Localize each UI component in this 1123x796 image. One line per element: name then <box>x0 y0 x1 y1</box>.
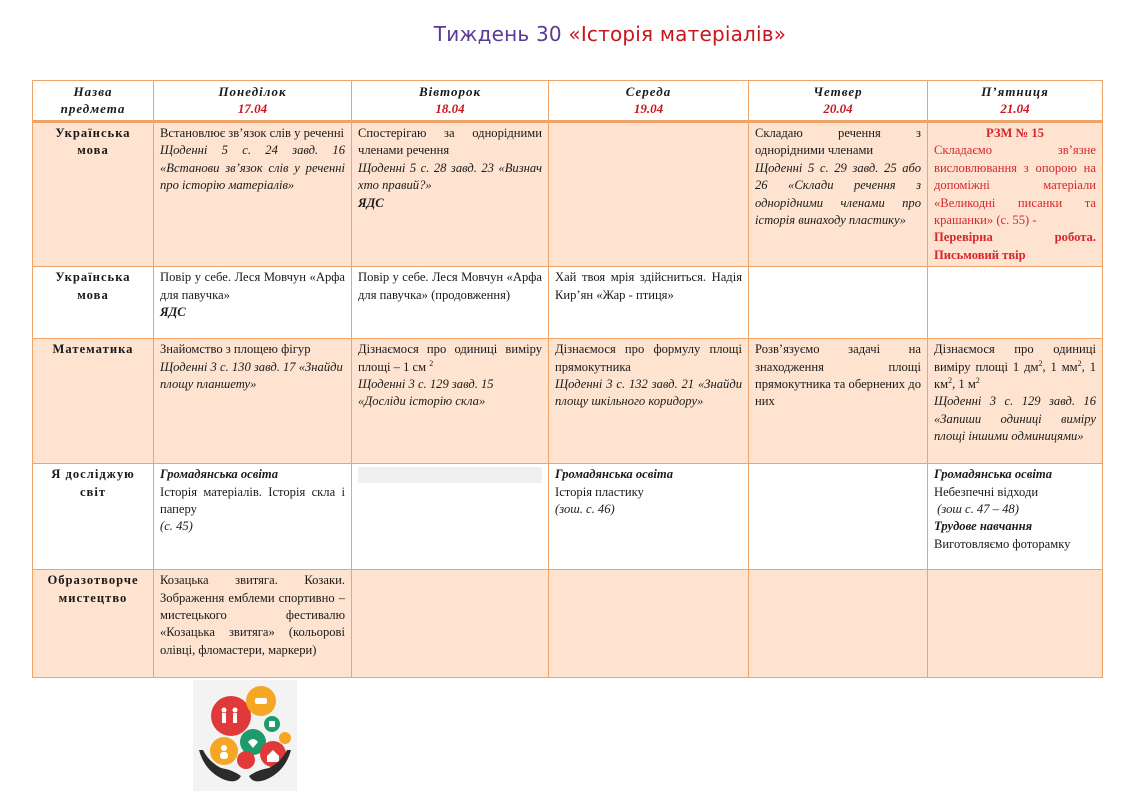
day-name: Середа <box>625 84 672 99</box>
table-row <box>33 464 1103 570</box>
header-subject <box>33 81 154 122</box>
lesson-topic: Знайомство з площею фігур <box>160 342 311 357</box>
lesson-note: ЯДС <box>160 305 186 320</box>
week-label: Тиждень 30 <box>433 22 562 46</box>
lesson-task: Щоденні 3 с. 129 завд. 16 «Запиши одиниці виміру площі іншими одминицями» <box>934 394 1096 444</box>
lesson-topic: Складаю речення з однорідними членами <box>755 126 921 158</box>
week-theme: «Історія матеріалів» <box>568 22 787 46</box>
lesson-heading: Громадянська освіта <box>934 467 1052 482</box>
lesson-cell-empty <box>749 570 928 678</box>
lesson-cell <box>928 339 1103 464</box>
table-row <box>33 570 1103 678</box>
lesson-topic <box>934 341 1096 393</box>
lesson-topic: Дізнаємося про формулу площі прямокутника <box>555 342 742 374</box>
table-row <box>33 122 1103 267</box>
lesson-cell <box>749 339 928 464</box>
lesson-page: (с. 45) <box>160 519 193 534</box>
header-subject-line1: Назва <box>73 84 113 99</box>
day-name: Четвер <box>813 84 863 99</box>
lesson-cell <box>352 122 549 267</box>
lesson-topic: Історія пластику <box>555 484 644 499</box>
lesson-topic: Виготовляємо фоторамку <box>934 536 1071 551</box>
lesson-note: Перевірна робота. Письмовий твір <box>934 230 1096 262</box>
subject-cell: Українська мова <box>33 122 154 267</box>
lesson-note: ЯДС <box>358 195 384 210</box>
lesson-cell-empty <box>928 570 1103 678</box>
lesson-task: Щоденні 3 с. 130 завд. 17 «Знайди площу планшету» <box>160 359 343 392</box>
lesson-topic: Повір у себе. Леся Мовчун «Арфа для павучка» <box>160 270 345 302</box>
lesson-topic: Встановлює зв’язок слів у реченні <box>160 126 345 140</box>
lesson-topic: Повір у себе. Леся Мовчун «Арфа для павучка» (продовження) <box>358 270 542 302</box>
lesson-heading: Трудове навчання <box>934 519 1033 534</box>
lesson-cell-empty <box>352 464 549 570</box>
lesson-cell <box>749 122 928 267</box>
header-tuesday <box>352 81 549 122</box>
header-thursday <box>749 81 928 122</box>
lesson-cell-empty <box>749 464 928 570</box>
lesson-topic: Історія матеріалів. Історія скла і паперу <box>160 484 345 517</box>
lesson-cell-empty <box>352 570 549 678</box>
topic-part: , 1 м <box>952 377 976 392</box>
subject-cell: Образотворче мистецтво <box>33 570 154 678</box>
lesson-cell <box>154 122 352 267</box>
lesson-cell-empty <box>549 570 749 678</box>
lesson-task: Щоденні 5 с. 24 завд. 16 «Встанови зв’язок слів у реченні про історію матеріалів» <box>160 143 345 193</box>
header-monday <box>154 81 352 122</box>
day-date: 20.04 <box>823 101 853 116</box>
lesson-topic: Складаємо зв’язне висловлювання з опорою на допоміжні матеріали «Великодні писанки та крашанки» (с. 55) - <box>934 143 1096 228</box>
day-date: 17.04 <box>237 101 268 116</box>
highlight-bar <box>358 467 542 483</box>
lesson-topic: Спостерігаю за однорідними членами речення <box>358 126 542 158</box>
lesson-topic: Дізнаємося про одиниці виміру площі – 1 см <box>358 342 542 374</box>
hands-holding-family-care-icon <box>193 680 297 791</box>
lesson-task: Щоденні 5 с. 28 завд. 23 «Визнач хто правий?» <box>358 160 542 193</box>
lesson-task: Щоденні 3 с. 132 завд. 21 «Знайди площу шкільного коридору» <box>555 377 742 409</box>
lesson-heading: Громадянська освіта <box>555 467 673 482</box>
lesson-cell <box>549 339 749 464</box>
lesson-task: Щоденні 3 с. 129 завд. 15 «Досліди історію скла» <box>358 377 494 409</box>
subject-cell: Я досліджую світ <box>33 464 154 570</box>
lesson-cell <box>928 122 1103 267</box>
subject-cell: Українська мова <box>33 267 154 339</box>
header-row <box>33 81 1103 122</box>
header-wednesday <box>549 81 749 122</box>
lesson-cell <box>154 464 352 570</box>
day-date: 19.04 <box>633 101 664 116</box>
topic-part: Дізнаємося про одиниці виміру площі 1 дм <box>934 342 1096 374</box>
lesson-cell-empty <box>749 267 928 339</box>
superscript: 2 <box>1077 358 1082 368</box>
topic-part: , 1 км <box>934 359 1096 392</box>
lesson-cell-empty <box>549 122 749 267</box>
table-row <box>33 339 1103 464</box>
day-date: 21.04 <box>1000 101 1030 116</box>
day-name: П’ятниця <box>981 84 1049 99</box>
lesson-topic: Небезпечні відходи <box>934 484 1039 499</box>
header-friday <box>928 81 1103 122</box>
lesson-cell <box>154 570 352 678</box>
superscript: 2 <box>1038 358 1043 368</box>
lesson-topic: Розв’язуємо задачі на знаходження площі прямокутника та обернених до них <box>755 342 921 409</box>
lesson-cell <box>549 464 749 570</box>
topic-part: , 1 мм <box>1042 359 1078 374</box>
lesson-cell-empty <box>928 267 1103 339</box>
day-date: 18.04 <box>435 101 465 116</box>
lesson-topic: Хай твоя мрія здійсниться. Надія Кир’ян «Жар - птиця» <box>555 270 742 302</box>
lesson-cell <box>352 339 549 464</box>
lesson-task: Щоденні 5 с. 29 завд. 25 або 26 «Склади речення з однорідними членами про історія винаходу пластику» <box>755 160 921 228</box>
superscript: 2 <box>429 358 434 368</box>
day-name: Вівторок <box>418 84 482 99</box>
page-title <box>0 22 1123 46</box>
lesson-cell <box>928 464 1103 570</box>
day-name: Понеділок <box>218 84 287 99</box>
lesson-heading: РЗМ № 15 <box>986 126 1044 140</box>
lesson-page: (зош с. 47 – 48) <box>934 502 1019 517</box>
lesson-topic: Козацька звитяга. Козаки. Зображення емблеми спортивно – мистецького фестивалю «Козацька звитяга» (кольорові олівці, фломастери, маркери) <box>160 573 345 657</box>
table-row <box>33 267 1103 339</box>
subject-cell: Математика <box>33 339 154 464</box>
weekly-schedule-table <box>32 80 1103 678</box>
lesson-page: (зош. с. 46) <box>555 502 615 517</box>
lesson-cell <box>549 267 749 339</box>
lesson-heading: Громадянська освіта <box>160 467 278 482</box>
superscript: 2 <box>948 375 953 385</box>
lesson-cell <box>154 267 352 339</box>
lesson-cell <box>352 267 549 339</box>
superscript: 2 <box>975 375 980 385</box>
lesson-cell <box>154 339 352 464</box>
header-subject-line2: предмета <box>60 101 126 116</box>
